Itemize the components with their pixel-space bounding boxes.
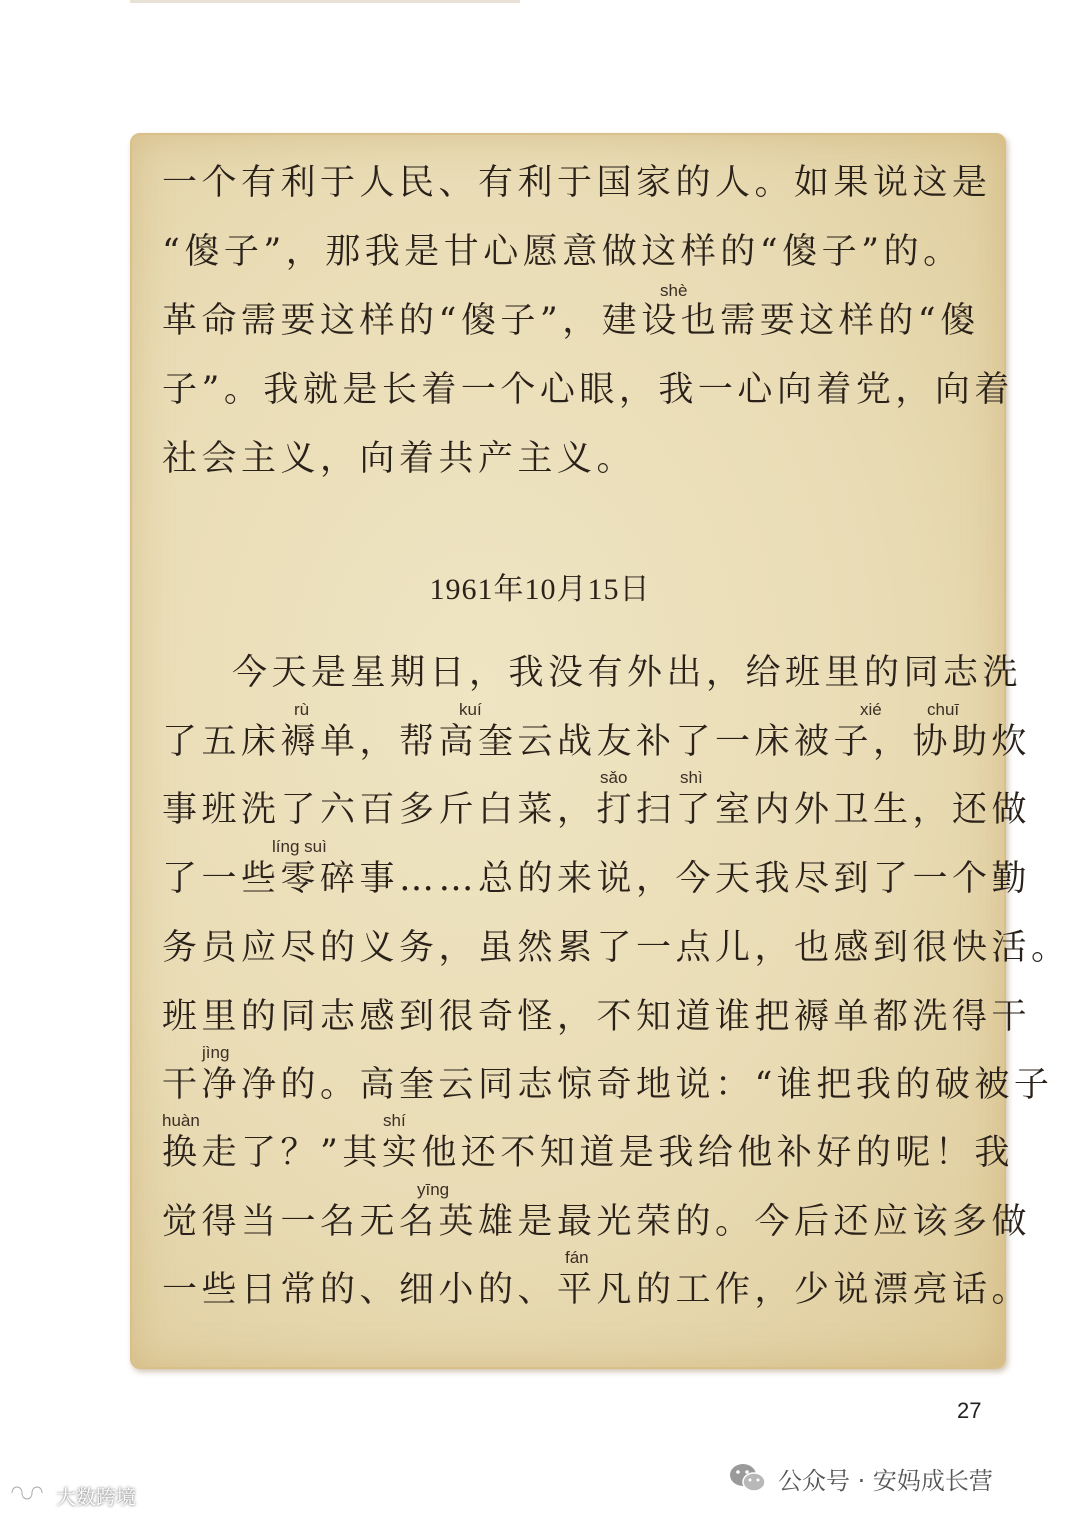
- pinyin-annotation: chuī: [927, 700, 960, 719]
- text-line: 务员应尽的义务，虽然累了一点儿，也感到很快活。: [162, 928, 1071, 968]
- brand-watermark-label: 大数跨境: [56, 1484, 136, 1509]
- pinyin-annotation: xié: [860, 700, 882, 719]
- text-line: 革命需要这样的“傻子”，建设也需要这样的“傻: [162, 301, 980, 341]
- text-line: 班里的同志感到很奇怪，不知道谁把褥单都洗得干: [162, 997, 1032, 1037]
- text-line: 了五床褥单，帮高奎云战友补了一床被子，协助炊: [162, 722, 1032, 762]
- diary-entry-date: 1961年10月15日: [429, 573, 651, 606]
- text-line: 一个有利于人民、有利于国家的人。如果说这是: [162, 163, 992, 203]
- pinyin-annotation: shè: [660, 281, 688, 300]
- text-line: 子”。我就是长着一个心眼，我一心向着党，向着: [162, 370, 1014, 410]
- wechat-account-label: 公众号 · 安妈成长营: [778, 1466, 993, 1495]
- pinyin-annotation: kuí: [459, 700, 482, 719]
- wechat-watermark: [728, 1460, 993, 1496]
- pinyin-annotation: sǎo: [600, 768, 628, 787]
- pinyin-annotation: huàn: [162, 1111, 200, 1130]
- text-line: 换走了？”其实他还不知道是我给他补好的呢！我: [162, 1133, 1014, 1173]
- text-line: 觉得当一名无名英雄是最光荣的。今后还应该多做: [162, 1202, 1032, 1242]
- pinyin-annotation: rù: [294, 700, 310, 719]
- text-line: 事班洗了六百多斤白菜，打扫了室内外卫生，还做: [162, 790, 1032, 830]
- pinyin-annotation: shì: [680, 768, 703, 787]
- pinyin-annotation: líng suì: [272, 837, 327, 856]
- brand-logo-icon: [8, 1481, 50, 1510]
- top-edge-line: [130, 0, 520, 3]
- text-line: 干净净的。高奎云同志惊奇地说：“谁把我的破被子: [162, 1065, 1054, 1105]
- text-line: 今天是星期日，我没有外出，给班里的同志洗: [232, 653, 1023, 693]
- wechat-icon: [728, 1461, 768, 1495]
- pinyin-annotation: fán: [565, 1248, 589, 1267]
- text-line: “傻子”，那我是甘心愿意做这样的“傻子”的。: [162, 232, 963, 272]
- text-line: 了一些零碎事……总的来说，今天我尽到了一个勤: [162, 859, 1032, 899]
- text-line: 一些日常的、细小的、平凡的工作，少说漂亮话。: [162, 1270, 1032, 1310]
- text-line: 社会主义，向着共产主义。: [162, 439, 637, 479]
- pinyin-annotation: shí: [383, 1111, 406, 1130]
- brand-watermark: [8, 1480, 136, 1510]
- page-number: 27: [957, 1398, 982, 1423]
- pinyin-annotation: jìng: [202, 1043, 230, 1062]
- pinyin-annotation: yīng: [417, 1180, 450, 1199]
